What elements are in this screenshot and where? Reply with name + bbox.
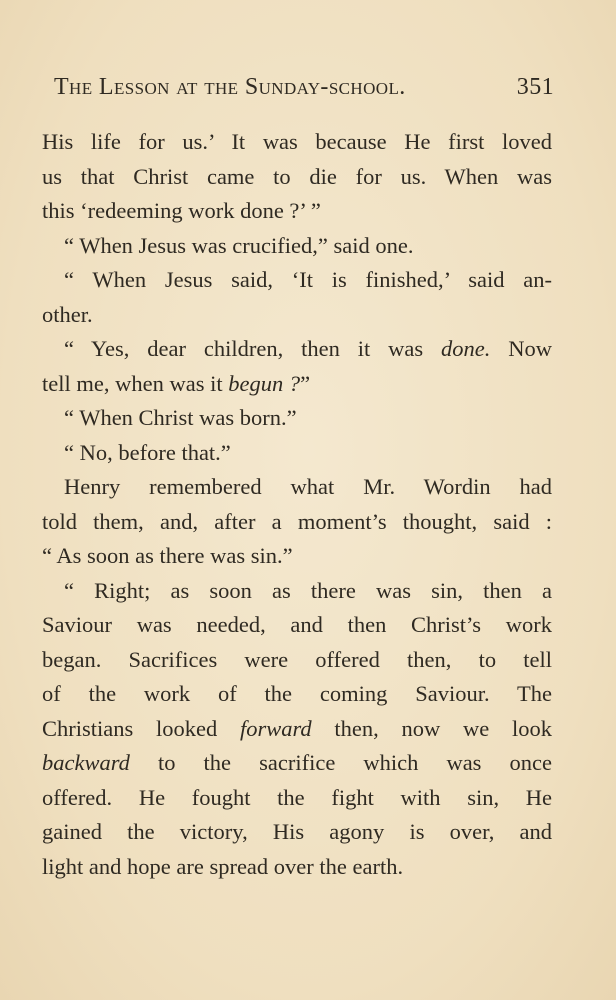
body-text [42, 125, 552, 884]
text-segment: other. [42, 301, 93, 327]
text-line [42, 263, 552, 298]
text-segment: us that Christ came to die for us. When was [42, 163, 552, 189]
text-line [42, 781, 552, 816]
text-line [42, 539, 552, 574]
text-segment: light and hope are spread over the earth. [42, 853, 404, 879]
text-line [42, 436, 552, 471]
text-line [42, 125, 552, 160]
text-segment: Now [490, 336, 553, 361]
text-segment: tell me, when was it [42, 370, 229, 396]
emphasis-begun: begun ? [228, 370, 301, 396]
text-segment: “ When Jesus was crucified,” said one. [64, 232, 414, 258]
text-segment: “ No, before that.” [64, 439, 231, 465]
text-segment: then, now we look [311, 715, 552, 741]
text-segment: “ Right; as soon as there was sin, then a [64, 577, 552, 603]
text-line [42, 746, 552, 781]
text-segment: began. Sacrifices were offered then, to tell [42, 646, 552, 672]
text-line [42, 194, 552, 229]
text-segment: to the sacrifice which was once [129, 750, 552, 775]
text-segment: gained the victory, His agony is over, and [42, 819, 552, 844]
text-line [42, 298, 552, 333]
text-line [42, 608, 552, 643]
text-segment: this ‘redeeming work done ?’ ” [42, 198, 321, 223]
text-segment: His life for us.’ It was because He first loved [42, 129, 552, 154]
text-segment: “ When Christ was born.” [64, 405, 297, 430]
running-head: The Lesson at the Sunday-school. [54, 74, 406, 100]
text-line [42, 367, 552, 402]
text-segment: ” [300, 370, 311, 396]
text-line [42, 229, 552, 264]
text-line [42, 850, 552, 885]
text-line [42, 160, 552, 195]
text-segment: “ When Jesus said, ‘It is finished,’ said an- [64, 267, 552, 292]
text-segment: Saviour was needed, and then Christ’s work [42, 612, 552, 637]
text-segment: told them, and, after a moment’s thought, said : [42, 508, 552, 534]
page-number: 351 [516, 74, 554, 100]
emphasis-forward: forward [239, 715, 312, 741]
text-segment: “ As soon as there was sin.” [42, 543, 293, 568]
text-segment: Henry remembered what Mr. Wordin had [64, 474, 552, 499]
text-line [42, 712, 552, 747]
text-line [42, 470, 552, 505]
text-line [42, 332, 552, 367]
text-line [42, 643, 552, 678]
text-line [42, 815, 552, 850]
text-segment: “ Yes, dear children, then it was [64, 336, 441, 361]
emphasis-backward: backward [42, 750, 130, 775]
text-line [42, 401, 552, 436]
text-segment: Christians looked [42, 715, 240, 741]
text-segment: offered. He fought the fight with sin, He [42, 784, 552, 810]
text-segment: of the work of the coming Saviour. The [42, 681, 552, 706]
text-line [42, 677, 552, 712]
page-header [54, 74, 554, 110]
text-line [42, 574, 552, 609]
text-line [42, 505, 552, 540]
emphasis-done: done. [441, 336, 491, 361]
